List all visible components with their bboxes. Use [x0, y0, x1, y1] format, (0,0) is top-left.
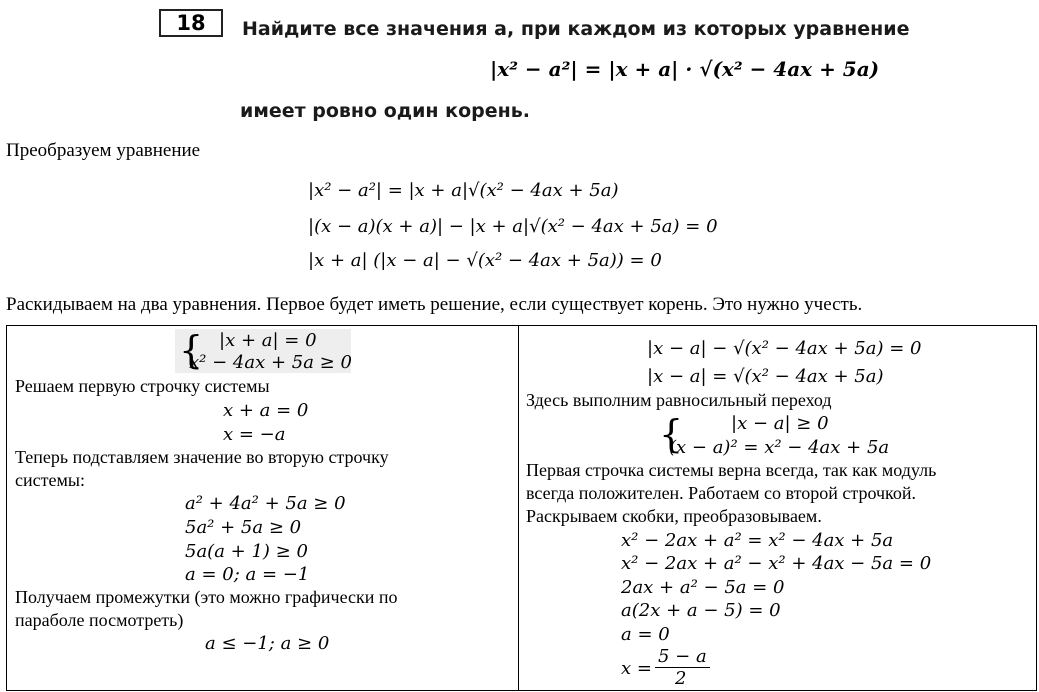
left-text-1: Решаем первую строчку системы [15, 376, 270, 396]
right-eq2-line-2: x² − 2ax + a² − x² + 4ax − 5a = 0 [621, 553, 932, 574]
left-system-brace: { [179, 328, 204, 372]
right-text-1: Здесь выполним равносильный переход [526, 390, 832, 410]
right-text-2a: Первая строчка системы верна всегда, так как модуль [526, 460, 937, 480]
left-system [175, 329, 351, 373]
problem-number-box [159, 9, 223, 37]
left-text-2a: Теперь подставляем значение во вторую строчку [15, 447, 389, 467]
right-fraction-numerator: 5 − a [655, 646, 710, 668]
right-eq2-line-5: a = 0 [621, 624, 670, 645]
left-eq2-line-1: a² + 4a² + 5a ≥ 0 [185, 493, 346, 514]
left-eq2-line-4: a = 0; a = −1 [185, 564, 310, 585]
split-text: Раскидываем на два уравнения. Первое будет иметь решение, если существует корень. Это нужно учесть. [6, 294, 863, 315]
right-system-line-2: (x − a)² = x² − 4ax + 5a [669, 437, 890, 458]
right-eq1-line-1: |x − a| − √(x² − 4ax + 5a) = 0 [647, 338, 922, 359]
left-system-line-2: x² − 4ax + 5a ≥ 0 [189, 352, 352, 373]
right-eq2-line-1: x² − 2ax + a² = x² − 4ax + 5a [621, 530, 894, 551]
intro-text: Преобразуем уравнение [6, 140, 201, 161]
left-text-3b: параболе посмотреть) [15, 610, 184, 630]
right-fraction-lhs: x = [621, 658, 652, 679]
right-eq2-line-4: a(2x + a − 5) = 0 [621, 600, 781, 621]
right-eq2-line-3: 2ax + a² − 5a = 0 [621, 577, 785, 598]
problem-equation: |x² − a²| = |x + a| · √(x² − 4ax + 5a) [490, 57, 880, 81]
right-cell [519, 326, 1037, 691]
left-cell [7, 326, 519, 691]
intro-step-3: |x + a| (|x − a| − √(x² − 4ax + 5a)) = 0 [308, 250, 662, 271]
left-eq2-line-3: 5a(a + 1) ≥ 0 [185, 541, 308, 562]
right-text-2c: Раскрываем скобки, преобразовываем. [526, 506, 822, 526]
right-system-line-1: |x − a| ≥ 0 [731, 413, 829, 434]
right-eq1-line-2: |x − a| = √(x² − 4ax + 5a) [647, 366, 884, 387]
left-text-3a: Получаем промежутки (это можно графически по [15, 587, 398, 607]
left-eq1-line-1: x + a = 0 [223, 400, 309, 421]
left-result: a ≤ −1; a ≥ 0 [205, 633, 330, 654]
problem-number: 18 [176, 11, 206, 35]
left-text-2b: системы: [15, 470, 85, 490]
left-eq1-line-2: x = −a [223, 424, 286, 445]
solution-table [6, 325, 1037, 691]
right-fraction-denominator: 2 [675, 668, 687, 689]
problem-statement: Найдите все значения a, при каждом из которых уравнение [242, 18, 910, 40]
right-text-2b: всегда положителен. Работаем со второй строчкой. [526, 483, 916, 503]
intro-step-1: |x² − a²| = |x + a|√(x² − 4ax + 5a) [308, 180, 619, 201]
right-system-brace: { [659, 412, 684, 456]
problem-tail: имеет ровно один корень. [240, 100, 530, 122]
intro-step-2: |(x − a)(x + a)| − |x + a|√(x² − 4ax + 5a) = 0 [308, 216, 718, 237]
left-eq2-line-2: 5a² + 5a ≥ 0 [185, 517, 302, 538]
left-system-line-1: |x + a| = 0 [219, 330, 317, 351]
right-system [659, 412, 899, 458]
